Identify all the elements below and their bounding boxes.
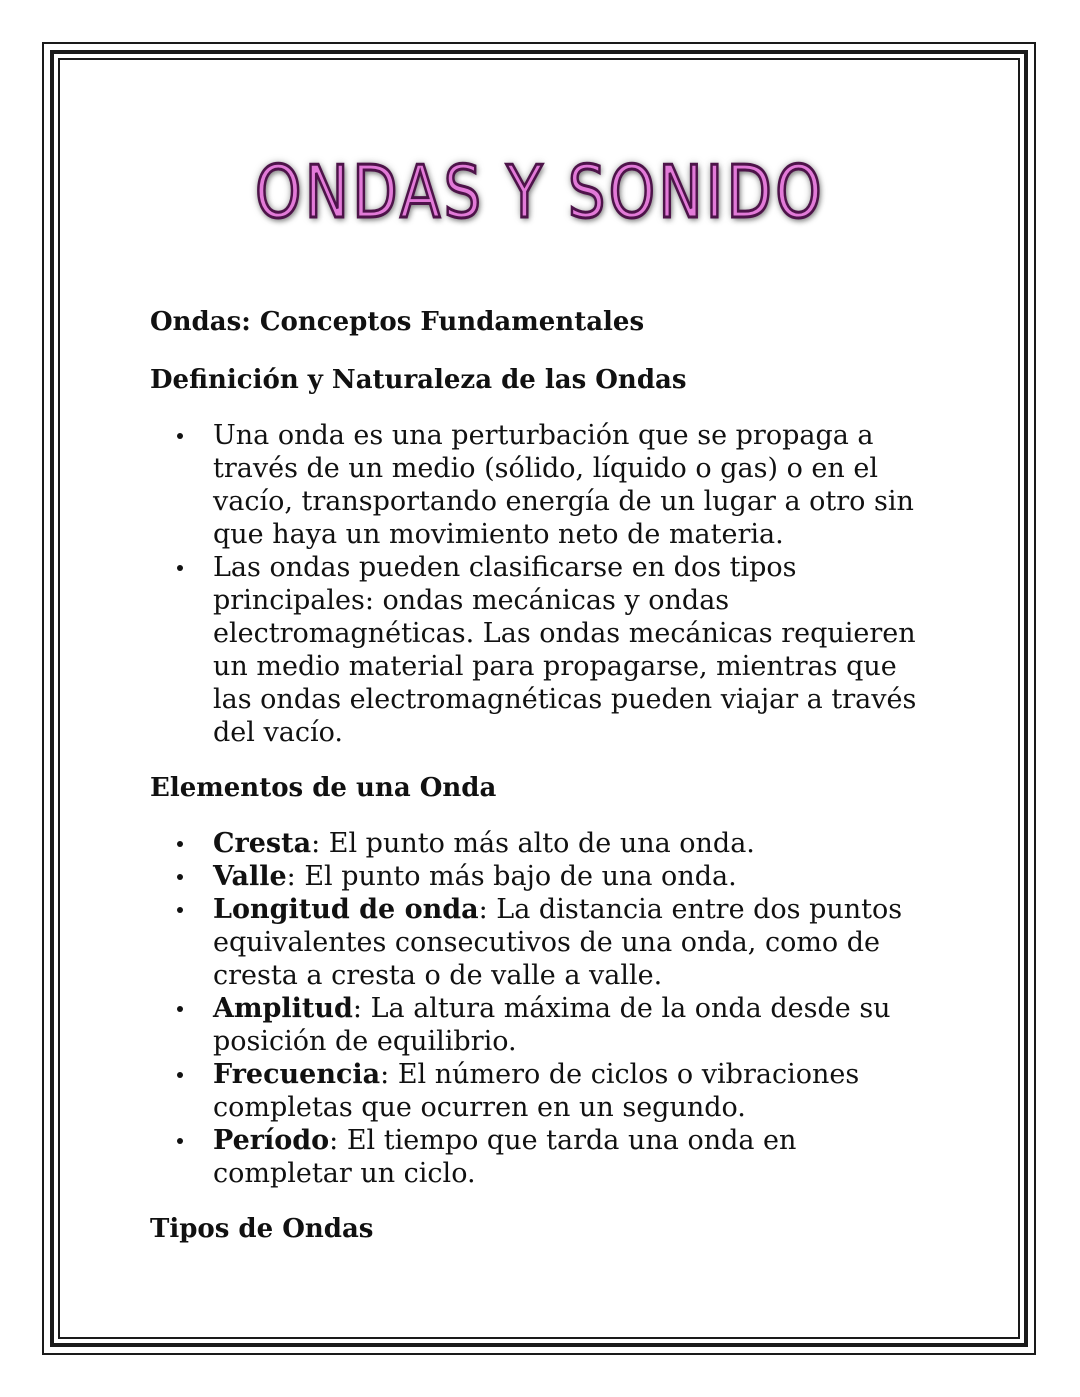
- term-label: Cresta: [213, 828, 312, 859]
- term-label: Valle: [213, 861, 287, 892]
- term-label: Amplitud: [213, 993, 353, 1024]
- definition-list: [150, 419, 940, 749]
- list-item: [213, 1124, 940, 1190]
- term-description: : La distancia entre dos puntos equivalentes consecutivos de una onda, como de cresta a cresta o de valle a valle.: [213, 894, 903, 991]
- term-label: Frecuencia: [213, 1059, 381, 1090]
- elements-heading: Elementos de una Onda: [150, 773, 497, 803]
- document-body: [150, 303, 940, 1248]
- term-label: Longitud de onda: [213, 894, 479, 925]
- page-title: ONDAS Y SONIDO: [255, 150, 825, 234]
- term-description: : El tiempo que tarda una onda en completar un ciclo.: [213, 1125, 797, 1189]
- elements-list: [150, 827, 940, 1190]
- term-description: : La altura máxima de la onda desde su posición de equilibrio.: [213, 993, 891, 1057]
- list-item: [213, 860, 940, 893]
- definition-heading: Definición y Naturaleza de las Ondas: [150, 365, 687, 395]
- section-title: Ondas: Conceptos Fundamentales: [150, 307, 645, 337]
- list-item: [213, 827, 940, 860]
- list-item: Las ondas pueden clasificarse en dos tipos principales: ondas mecánicas y ondas electromagnéticas. Las ondas mecánicas requieren un medio material para propagarse, mientras que las ondas electromagnéticas pueden viajar a través del vacío.: [213, 551, 940, 749]
- list-item: Una onda es una perturbación que se propaga a través de un medio (sólido, líquido o gas) o en el vacío, transportando energía de un lugar a otro sin que haya un movimiento neto de materia.: [213, 419, 940, 551]
- types-heading: Tipos de Ondas: [150, 1214, 374, 1244]
- term-description: : El punto más bajo de una onda.: [286, 861, 737, 892]
- term-label: Período: [213, 1125, 330, 1156]
- list-item: [213, 1058, 940, 1124]
- list-item: [213, 992, 940, 1058]
- term-description: : El punto más alto de una onda.: [311, 828, 755, 859]
- term-description: : El número de ciclos o vibraciones completas que ocurren en un segundo.: [213, 1059, 860, 1123]
- list-item: [213, 893, 940, 992]
